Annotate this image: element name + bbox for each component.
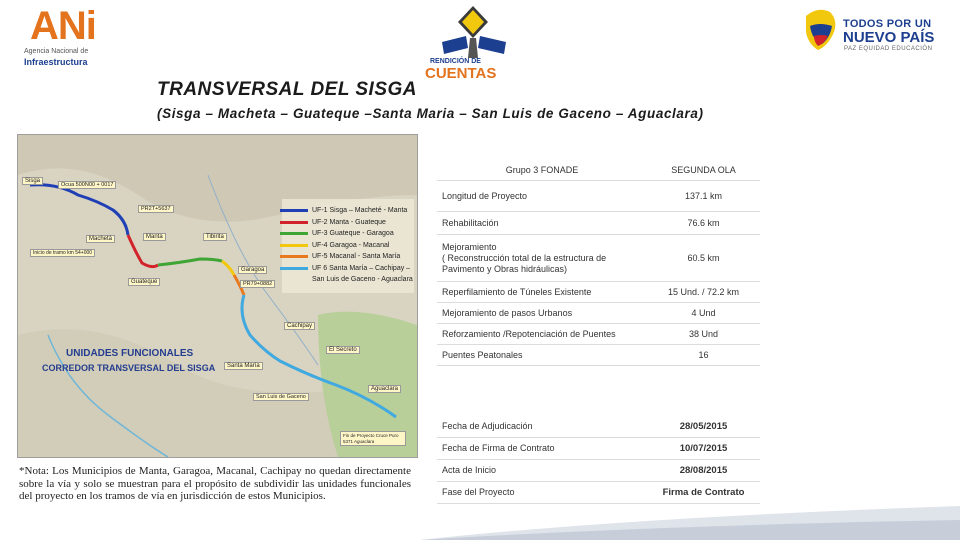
legend-swatch — [280, 221, 308, 224]
rendicion-line1: RENDICIÓN DE — [430, 58, 481, 65]
page-subtitle: (Sisga – Macheta – Guateque –Santa Maria – San Luis de Gaceno – Aguaclara) — [157, 106, 704, 121]
map-label-manta: Manta — [143, 233, 166, 241]
table-cell-value: 76.6 km — [687, 218, 720, 228]
map-label-inicio-tramo: Inicio de tramo km 54+000 — [30, 249, 95, 257]
table-cell-label: Longitud de Proyecto — [442, 190, 528, 201]
legend-label: UF-3 Guateque - Garagoa — [312, 230, 394, 238]
legend-label: UF-4 Garagoa - Macanal — [312, 241, 390, 249]
legend-item — [280, 228, 415, 240]
table-row — [437, 212, 760, 235]
map-label-fin: Fin de Proyecto Cruce Puro 5371 Aguaclara — [340, 431, 406, 446]
legend-label: UF 6 Santa María – Cachipay – — [312, 264, 411, 272]
project-dates-table — [437, 416, 760, 504]
map-unidades-title: UNIDADES FUNCIONALES — [66, 348, 194, 359]
table-row — [437, 235, 760, 282]
legend-item — [280, 240, 415, 252]
legend-item — [280, 274, 415, 286]
table-row — [437, 438, 760, 460]
map-label-pr2: PR2T+5637 — [138, 205, 174, 213]
table-row — [437, 324, 760, 345]
map-label-macheta: Machetá — [86, 235, 115, 243]
table-cell-label: Mejoramiento ( Reconstrucción total de la estructura de Pavimento y Obras hidráulicas) — [442, 241, 607, 274]
table-row — [437, 416, 760, 438]
table-cell-value: 15 Und. / 72.2 km — [667, 287, 740, 297]
map-label-sisga: Sisga — [22, 177, 43, 185]
project-map — [17, 134, 418, 458]
legend-item — [280, 263, 415, 275]
table-cell-value: 60.5 km — [687, 253, 720, 263]
map-label-garagoa: Garagoa — [238, 266, 267, 274]
table-cell-label: Reforzamiento /Repotenciación de Puentes — [442, 328, 616, 339]
todos-por-un-nuevo-pais-logo — [800, 4, 946, 56]
table-cell-value: 16 — [698, 350, 709, 360]
legend-label: San Luis de Gaceno - Aguaclara — [312, 276, 413, 284]
legend-swatch — [280, 232, 308, 235]
table-row — [437, 282, 760, 303]
table-cell-label: Acta de Inicio — [442, 465, 497, 475]
table-row — [437, 181, 760, 212]
table-cell-label: Rehabilitación — [442, 217, 499, 228]
table-row — [437, 345, 760, 366]
map-label-santa-maria: Santa María — [224, 362, 263, 370]
map-legend — [280, 205, 415, 286]
decorative-swoosh — [420, 500, 960, 540]
table-header-row — [437, 160, 760, 181]
table-cell-label: Fecha de Adjudicación — [442, 421, 533, 431]
table-cell-value: 137.1 km — [684, 191, 723, 201]
map-label-tibirita: Tibirita — [203, 233, 227, 241]
table-cell-label: Puentes Peatonales — [442, 349, 523, 360]
legend-item — [280, 251, 415, 263]
legend-swatch — [280, 209, 308, 212]
table-cell-label: Fecha de Firma de Contrato — [442, 443, 555, 453]
map-label-cachipay: Cachipay — [284, 322, 315, 330]
table-cell-label: Fase del Proyecto — [442, 487, 515, 497]
gobierno-line2: NUEVO PAÍS — [843, 29, 935, 46]
table-cell-value: 38 Und — [688, 329, 719, 339]
page-title: TRANSVERSAL DEL SISGA — [157, 79, 418, 100]
table-cell-label: Mejoramiento de pasos Urbanos — [442, 307, 573, 318]
map-label-pr3: PR79+0882 — [240, 280, 275, 288]
table-header-left: Grupo 3 FONADE — [505, 164, 579, 175]
map-label-aguaclara: Aguaclara — [368, 385, 401, 393]
gobierno-line1: TODOS POR UN — [843, 18, 932, 30]
legend-label: UF-1 Sisga – Macheté - Manta — [312, 207, 408, 215]
table-cell-value: 28/08/2015 — [679, 465, 728, 476]
colombia-map-icon — [800, 4, 842, 54]
legend-swatch — [280, 244, 308, 247]
table-row — [437, 460, 760, 482]
road-sign-icon — [418, 2, 528, 60]
table-cell-value: 10/07/2015 — [679, 443, 728, 454]
legend-swatch — [280, 255, 308, 258]
rendicion-cuentas-logo — [418, 2, 528, 84]
legend-item — [280, 205, 415, 217]
map-label-guateque: Guateque — [128, 278, 160, 286]
rendicion-line2: CUENTAS — [425, 65, 497, 82]
table-cell-value: Firma de Contrato — [662, 487, 745, 498]
project-specs-table — [437, 160, 760, 366]
legend-swatch — [280, 267, 308, 270]
map-label-pr-inicio: Ocua 500N00 + 0017 — [58, 181, 116, 189]
map-note: *Nota: Los Municipios de Manta, Garagoa, Macanal, Cachipay no quedan directamente sobre la vía y solo se muestran para el propósito de subdividir las unidades funcionales del proyecto en los tramos de vía en jurisdicción de estos Municipios. — [19, 465, 411, 502]
ani-logo-line2: Infraestructura — [24, 57, 88, 67]
map-label-san-luis: San Luis de Gaceno — [253, 393, 309, 401]
map-label-el-secreto: El Secreto — [326, 346, 360, 354]
legend-item — [280, 217, 415, 229]
ani-logo — [14, 6, 110, 66]
table-cell-value: 4 Und — [691, 308, 716, 318]
ani-logo-line1: Agencia Nacional de — [24, 48, 89, 55]
legend-label: UF-2 Manta - Guateque — [312, 218, 386, 226]
map-corredor-title: CORREDOR TRANSVERSAL DEL SISGA — [42, 363, 216, 373]
legend-label: UF-5 Macanal - Santa María — [312, 253, 401, 261]
table-header-right: SEGUNDA OLA — [671, 165, 736, 175]
ani-logo-text: ANi — [30, 4, 96, 48]
gobierno-line3: PAZ EQUIDAD EDUCACIÓN — [844, 46, 933, 52]
table-cell-label: Reperfilamiento de Túneles Existente — [442, 286, 592, 297]
table-row — [437, 303, 760, 324]
table-cell-value: 28/05/2015 — [679, 421, 728, 432]
